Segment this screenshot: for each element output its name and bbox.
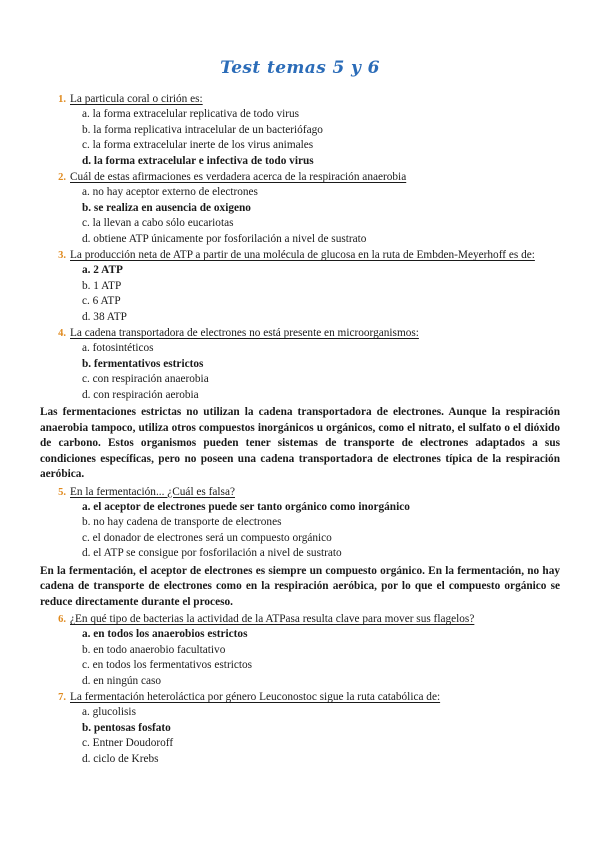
answer-option: c. Entner Doudoroff [82,737,174,749]
answer-list [70,627,560,689]
answer-option-correct: a. 2 ATP [82,264,123,276]
answer-option: c. el donador de electrones será un compuesto orgánico [82,531,332,544]
question-list-continued-2 [40,612,560,767]
answer-list [70,263,560,325]
answer-option: a. fotosintéticos [82,342,154,354]
answer-option-correct: d. la forma extracelular e infectiva de todo virus [82,154,314,167]
question-number: 2. [58,172,66,183]
question-item [40,690,560,767]
question-item [40,170,560,247]
answer-option-correct: b. se realiza en ausencia de oxigeno [82,201,251,214]
answer-option: d. el ATP se consigue por fosforilación a nivel de sustrato [82,547,342,559]
page-title: Test temas 5 y 6 [220,58,380,78]
answer-option: d. 38 ATP [82,310,127,323]
question-text: La fermentación heteroláctica por género Leuconostoc sigue la ruta catabólica de: [70,691,441,703]
question-number: 3. [58,250,66,261]
answer-option: b. la forma replicativa intracelular de un bacteriófago [82,123,323,136]
question-item [40,612,560,689]
question-number: 5. [58,486,66,498]
question-number: 6. [58,614,66,625]
question-text: ¿En qué tipo de bacterias la actividad de la ATPasa resulta clave para mover sus flagelos? [70,613,475,625]
answer-option: d. obtiene ATP únicamente por fosforilación a nivel de sustrato [82,232,367,245]
answer-option: a. la forma extracelular replicativa de todo virus [82,108,300,120]
answer-option: c. con respiración anaerobia [82,373,209,385]
answer-option-correct: a. en todos los anaerobios estrictos [82,628,248,640]
explanation-note: Las fermentaciones estrictas no utilizan la cadena transportadora de electrones. Aunque la respiración anaerobia tampoco, utiliza otros compuestos inorgánicos u orgánicos, como el nitrato, el sulfato o el dióxido de carbono. Estos organismos pueden tener sistemas de transporte de electrones adaptados a sus condiciones específicas, pero no poseen una cadena transportadora de electrones típica de la respiración aeróbica. [40,406,560,480]
answer-option-correct: a. el aceptor de electrones puede ser tanto orgánico como inorgánico [82,500,410,513]
question-text: En la fermentación... ¿Cuál es falsa? [70,485,235,498]
question-item [40,326,560,403]
answer-list [70,107,560,169]
answer-option-correct: b. fermentativos estrictos [82,357,204,370]
answer-option: c. la forma extracelular inerte de los virus animales [82,139,314,151]
answer-option: a. no hay aceptor externo de electrones [82,186,258,198]
question-list-continued [40,485,560,562]
question-item [40,92,560,169]
question-number: 7. [58,692,66,703]
answer-option: b. no hay cadena de transporte de electrones [82,516,282,528]
answer-option: d. ciclo de Krebs [82,752,159,765]
question-text: Cuál de estas afirmaciones es verdadera acerca de la respiración anaerobia [70,171,407,183]
answer-option: c. la llevan a cabo sólo eucariotas [82,217,234,229]
answer-list [70,705,560,767]
question-item [40,485,560,562]
answer-option: b. 1 ATP [82,279,122,292]
question-number: 1. [58,94,66,105]
question-text: La particula coral o cirión es: [70,93,203,105]
answer-list [70,341,560,403]
answer-option: d. en ningún caso [82,674,162,687]
answer-option: b. en todo anaerobio facultativo [82,643,226,656]
answer-option: d. con respiración aerobia [82,388,199,401]
question-item [40,248,560,325]
answer-option: a. glucolisis [82,706,136,718]
answer-option-correct: b. pentosas fosfato [82,721,171,734]
answer-list [70,185,560,247]
answer-option: c. en todos los fermentativos estrictos [82,659,253,671]
question-text: La cadena transportadora de electrones no está presente en microorganismos: [70,327,419,339]
question-number: 4. [58,328,66,339]
answer-list [70,500,560,562]
explanation-note: En la fermentación, el aceptor de electrones es siempre un compuesto orgánico. En la fermentación, no hay cadena de transporte de electrones como en la respiración aeróbica, por lo que el compuesto orgánico se reduce directamente durante el proceso. [40,564,560,608]
answer-option: c. 6 ATP [82,295,121,307]
question-text: La producción neta de ATP a partir de una molécula de glucosa en la ruta de Embden-Meyerhoff es de: [70,249,535,261]
question-list [40,92,560,403]
